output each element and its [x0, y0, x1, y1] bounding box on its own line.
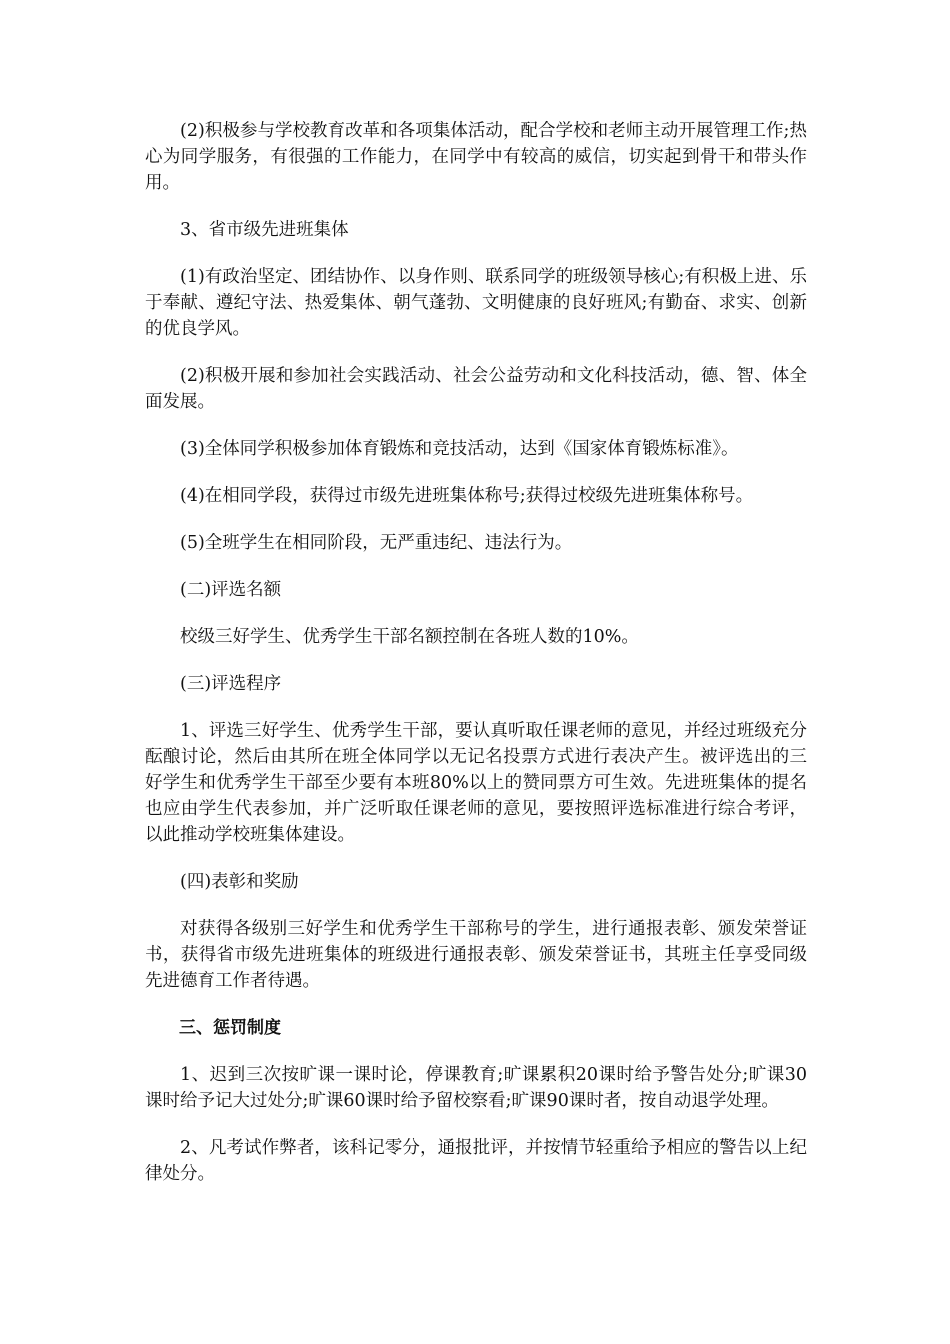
heading-advanced-class-collective: 3、省市级先进班集体 [180, 220, 349, 240]
heading-selection-quota: (二)评选名额 [180, 580, 282, 600]
paragraph-class-criteria-4: (4)在相同学段，获得过市级先进班集体称号;获得过校级先进班集体称号。 [180, 486, 754, 506]
paragraph-class-criteria-1: (1)有政治坚定、团结协作、以身作则、联系同学的班级领导核心;有积极上进、乐于奉献、遵纪守法、热爱集体、朝气蓬勃、文明健康的良好班风;有勤奋、求实、创新的优良学风。 [145, 267, 807, 339]
paragraph-penalty-1: 1、迟到三次按旷课一课时论，停课教育;旷课累积20课时给予警告处分;旷课30课时给予记大过处分;旷课60课时给予留校察看;旷课90课时者，按自动退学处理。 [145, 1065, 807, 1111]
heading-selection-procedure: (三)评选程序 [180, 674, 282, 694]
paragraph-rewards: 对获得各级别三好学生和优秀学生干部称号的学生，进行通报表彰、颁发荣誉证书，获得省市级先进班集体的班级进行通报表彰、颁发荣誉证书，其班主任享受同级先进德育工作者待遇。 [145, 919, 807, 991]
paragraph-student-cadre-criteria-2: (2)积极参与学校教育改革和各项集体活动，配合学校和老师主动开展管理工作;热心为同学服务，有很强的工作能力，在同学中有较高的威信，切实起到骨干和带头作用。 [145, 121, 807, 193]
heading-penalty-system: 三、惩罚制度 [179, 1018, 281, 1038]
paragraph-penalty-2: 2、凡考试作弊者，该科记零分，通报批评，并按情节轻重给予相应的警告以上纪律处分。 [145, 1138, 807, 1184]
document-body [145, 118, 807, 1208]
paragraph-procedure-1: 1、评选三好学生、优秀学生干部，要认真听取任课老师的意见，并经过班级充分酝酿讨论，然后由其所在班全体同学以无记名投票方式进行表决产生。被评选出的三好学生和优秀学生干部至少要有本班80%以上的赞同票方可生效。先进班集体的提名也应由学生代表参加，并广泛听取任课老师的意见，要按照评选标准进行综合考评，以此推动学校班集体建设。 [145, 721, 807, 845]
paragraph-class-criteria-5: (5)全班学生在相同阶段，无严重违纪、违法行为。 [180, 533, 573, 553]
heading-commendation-rewards: (四)表彰和奖励 [180, 872, 299, 892]
paragraph-class-criteria-2: (2)积极开展和参加社会实践活动、社会公益劳动和文化科技活动，德、智、体全面发展。 [145, 366, 807, 412]
paragraph-class-criteria-3: (3)全体同学积极参加体育锻炼和竞技活动，达到《国家体育锻炼标准》。 [180, 439, 739, 459]
paragraph-quota: 校级三好学生、优秀学生干部名额控制在各班人数的10%。 [180, 627, 639, 647]
